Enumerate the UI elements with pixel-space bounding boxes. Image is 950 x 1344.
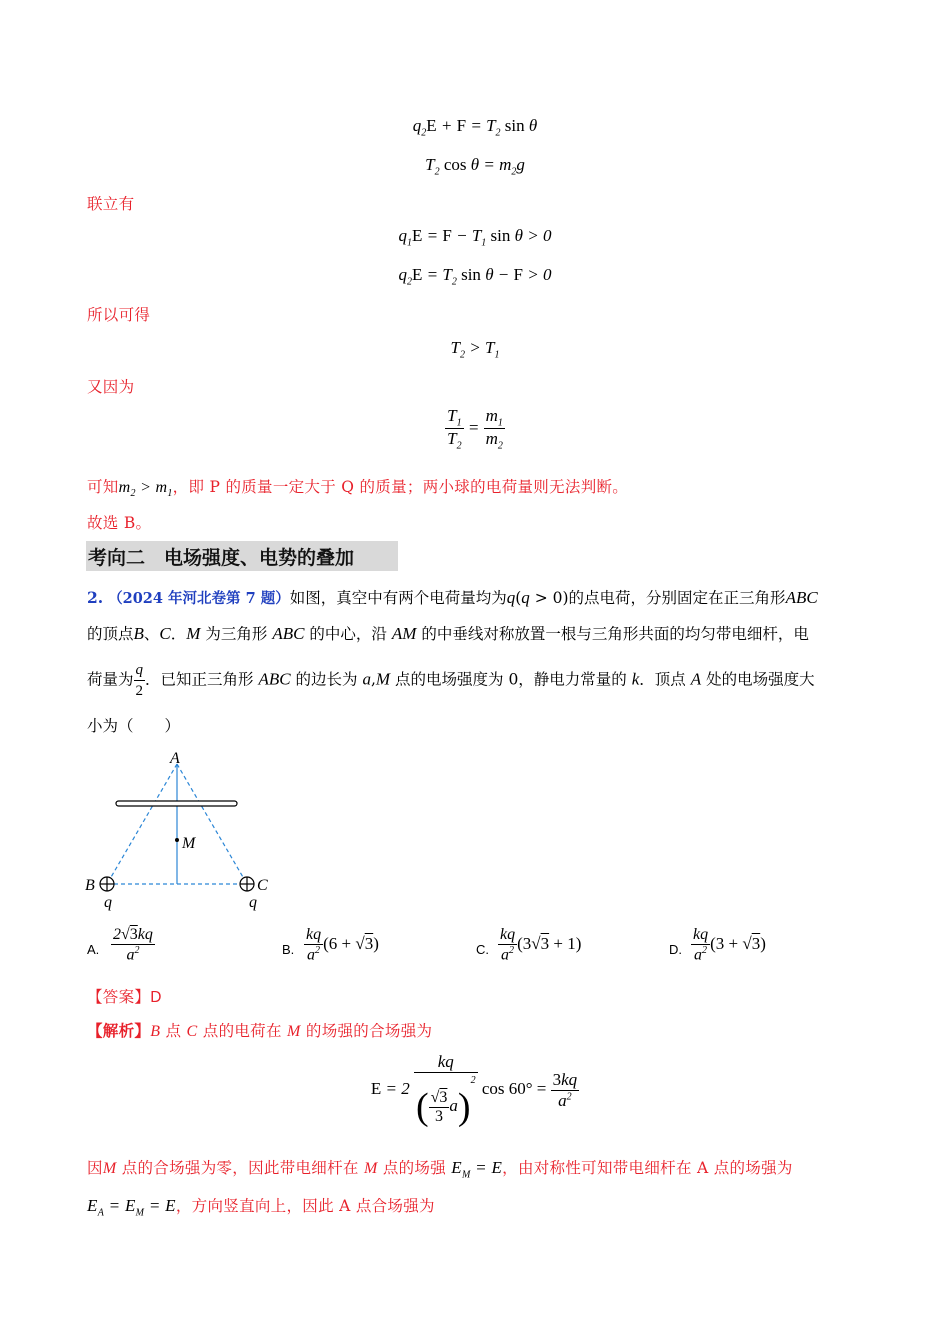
- question-line-4: 小为（ ）: [87, 717, 181, 735]
- label-qC: q: [249, 894, 257, 911]
- question-line-3: 荷量为 $\frac{q}{2}$ ．已知正三角形 ABC 的边长为 a,M 点的电场强度为 0，静电力常量的 k．顶点 A 处的电场强度大: [87, 662, 815, 699]
- equation-T2cos: $T_2$ $\cos \theta = m_2g$: [425, 155, 525, 178]
- label-qB: q: [104, 894, 112, 911]
- options-row: A. $\frac{2√3kq}{a^2}$ B. $\frac{kq}{a^2}$ (6 + √3) C. $\frac{kq}{a^2}$ (3√3 + 1) D. $\frac{kq}{a^2}$ (3 + √3): [87, 926, 766, 964]
- para-2: $E_A = E_M = E$，方向竖直向上，因此 A 点合场强为: [87, 1196, 435, 1219]
- side-AC: [177, 764, 247, 884]
- side-AB: [107, 764, 177, 884]
- label-B: B: [85, 877, 95, 894]
- triangle-figure: [80, 744, 280, 914]
- para-1: 因M 点的合场强为零，因此带电细杆在 M 点的场强 $E_M = E$，由对称性可知带电细杆在 A 点的场强为: [87, 1158, 793, 1181]
- equation-T2gtT1: $T_2 > T_1$: [450, 338, 500, 361]
- equation-E-sum: E = 2 kq ( $\frac{√3}{3}$ a)$^2$ cos 60° = $\frac{3kq}{a^2}$: [370, 1052, 578, 1129]
- answer-line: 【答案】D: [87, 988, 162, 1006]
- choice-line: 故选 B。: [87, 514, 152, 532]
- text-youyin: 又因为: [87, 378, 135, 396]
- section-heading: [86, 541, 398, 571]
- label-M: M: [182, 835, 196, 852]
- question-line-1: 2. （2024 年河北卷第 7 题）如图，真空中有两个电荷量均为q(q > 0)的点电荷，分别固定在正三角形ABC: [87, 588, 818, 607]
- equation-q2E: $q_2E + F = T_2$ sin θ: [412, 116, 538, 139]
- section-title: 考向二 电场强度、电势的叠加: [88, 547, 355, 569]
- text-lianli: 联立有: [87, 195, 135, 213]
- charged-rod: [116, 801, 237, 806]
- point-M: [175, 838, 179, 842]
- question-line-2: 的顶点B、C．M 为三角形 ABC 的中心，沿 AM 的中垂线对称放置一根与三角形共面的均匀带电细杆，电: [87, 624, 809, 643]
- label-C: C: [257, 877, 268, 894]
- analysis-line: 【解析】B 点 C 点的电荷在 M 的场强的合场强为: [87, 1021, 433, 1040]
- equation-ratio: $\frac{T_1}{T_2}$ = $\frac{m_1}{m_2}$: [447, 406, 503, 452]
- text-suoyi: 所以可得: [87, 306, 151, 324]
- conclusion-line: 可知$m_2 > m_1$，即 P 的质量一定大于 Q 的质量；两小球的电荷量则无法判断。: [87, 478, 629, 500]
- label-A: A: [170, 750, 180, 767]
- equation-q1E: $q_1E = F - T_1$ sin θ > 0: [398, 226, 552, 249]
- equation-q2E-2: $q_2E = T_2$ sin θ − F > 0: [398, 265, 552, 288]
